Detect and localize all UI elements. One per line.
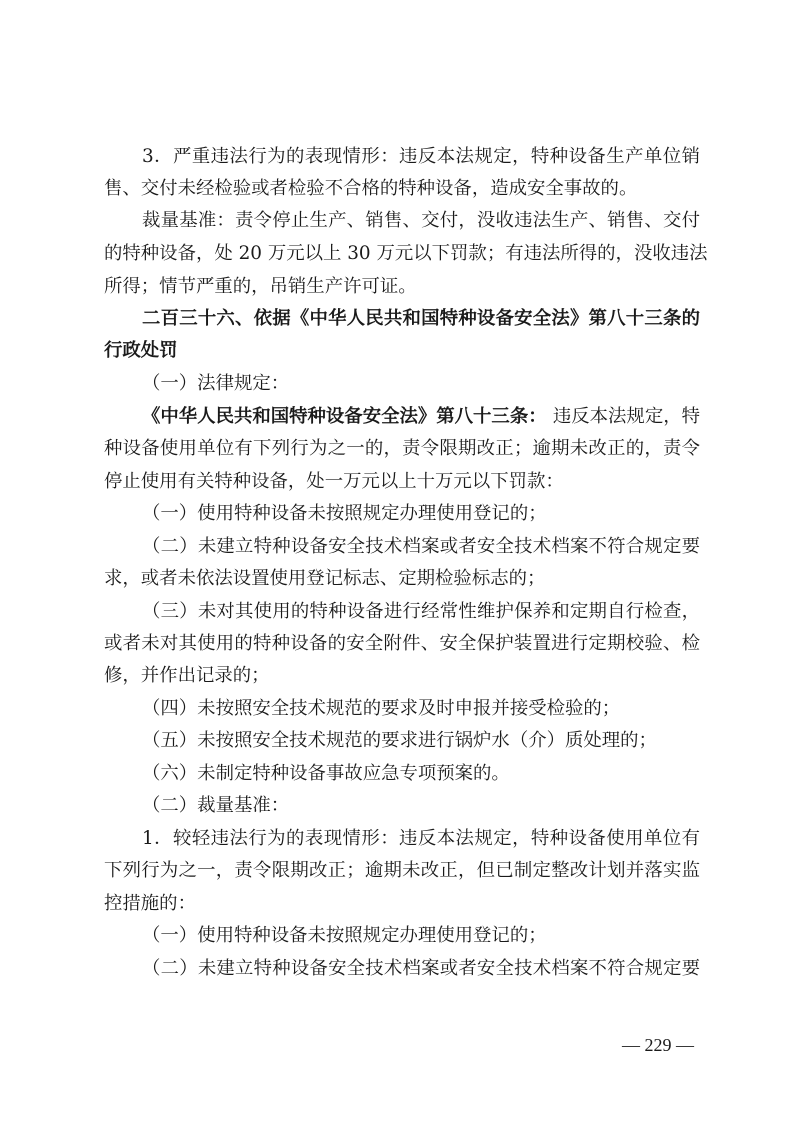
paragraph-line: 售、交付未经检验或者检验不合格的特种设备，造成安全事故的。	[104, 178, 638, 199]
paragraph-line: 1．较轻违法行为的表现情形：违反本法规定，特种设备使用单位有	[142, 828, 700, 849]
section-heading: 行政处罚	[104, 340, 178, 361]
law-citation-line	[142, 405, 700, 429]
list-item: （二）未建立特种设备安全技术档案或者安全技术档案不符合规定要	[142, 536, 700, 557]
subheading: （一）法律规定：	[142, 373, 290, 394]
paragraph-line: 种设备使用单位有下列行为之一的，责令限期改正；逾期未改正的，责令	[104, 438, 700, 459]
list-item: （二）未建立特种设备安全技术档案或者安全技术档案不符合规定要	[142, 958, 700, 979]
list-item: 修，并作出记录的；	[104, 665, 270, 686]
paragraph-line: 停止使用有关特种设备，处一万元以上十万元以下罚款：	[104, 471, 564, 492]
list-item: 或者未对其使用的特种设备的安全附件、安全保护装置进行定期校验、检	[104, 633, 700, 654]
law-citation: 《中华人民共和国特种设备安全法》第八十三条：	[142, 406, 547, 427]
paragraph-line: 的特种设备，处 20 万元以上 30 万元以下罚款；有违法所得的，没收违法	[104, 243, 708, 264]
paragraph-line: 3．严重违法行为的表现情形：违反本法规定，特种设备生产单位销	[142, 146, 700, 167]
law-citation-text: 违反本法规定，特	[552, 406, 700, 427]
subheading: （二）裁量基准：	[142, 795, 290, 816]
list-item: （三）未对其使用的特种设备进行经常性维护保养和定期自行检查，	[142, 601, 700, 622]
list-item: （五）未按照安全技术规范的要求进行锅炉水（介）质处理的；	[142, 730, 657, 751]
list-item: 求，或者未依法设置使用登记标志、定期检验标志的；	[104, 568, 546, 589]
paragraph-line: 控措施的：	[104, 893, 196, 914]
paragraph-line: 裁量基准：责令停止生产、销售、交付，没收违法生产、销售、交付	[142, 210, 700, 231]
page-number: — 229 —	[622, 1035, 694, 1055]
list-item: （一）使用特种设备未按照规定办理使用登记的；	[142, 503, 547, 524]
list-item: （四）未按照安全技术规范的要求及时申报并接受检验的；	[142, 698, 621, 719]
list-item: （六）未制定特种设备事故应急专项预案的。	[142, 763, 510, 784]
section-heading: 二百三十六、依据《中华人民共和国特种设备安全法》第八十三条的	[142, 308, 700, 329]
list-item: （一）使用特种设备未按照规定办理使用登记的；	[142, 925, 547, 946]
paragraph-line: 下列行为之一，责令限期改正；逾期未改正，但已制定整改计划并落实监	[104, 860, 700, 881]
paragraph-line: 所得；情节严重的，吊销生产许可证。	[104, 276, 417, 297]
